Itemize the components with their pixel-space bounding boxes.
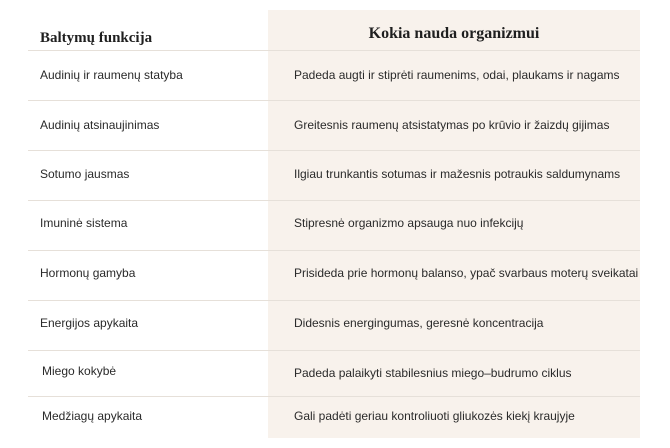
table-row: [0, 350, 640, 400]
table-row: [0, 396, 640, 446]
table-header: [0, 10, 640, 50]
function-cell: Energijos apykaita: [40, 316, 139, 330]
table-row: [0, 200, 640, 250]
benefit-cell: Padeda palaikyti stabilesnius miego–budrumo ciklus: [294, 366, 572, 380]
function-cell: Audinių ir raumenų statyba: [40, 68, 183, 82]
benefit-cell: Didesnis energingumas, geresnė koncentracija: [294, 316, 544, 330]
function-cell: Audinių atsinaujinimas: [40, 118, 160, 132]
function-cell: Hormonų gamyba: [40, 266, 136, 280]
header-benefit: Kokia nauda organizmui: [368, 25, 540, 42]
benefit-cell: Gali padėti geriau kontroliuoti gliukozės kiekį kraujyje: [294, 409, 575, 423]
header-function: Baltymų funkcija: [40, 30, 153, 46]
table-row: [0, 300, 640, 350]
benefit-cell: Greitesnis raumenų atsistatymas po krūvio ir žaizdų gijimas: [294, 118, 610, 132]
function-cell: Miego kokybė: [42, 364, 117, 378]
table-row: [0, 100, 640, 150]
function-cell: Sotumo jausmas: [40, 167, 130, 181]
table-row: [0, 250, 640, 300]
benefit-cell: Prisideda prie hormonų balanso, ypač svarbaus moterų sveikatai: [294, 266, 639, 280]
benefit-cell: Ilgiau trunkantis sotumas ir mažesnis potraukis saldumynams: [294, 167, 621, 181]
function-cell: Medžiagų apykaita: [42, 409, 143, 423]
benefit-cell: Stipresnė organizmo apsauga nuo infekcijų: [294, 216, 524, 230]
function-cell: Imuninė sistema: [40, 216, 128, 230]
benefit-cell: Padeda augti ir stiprėti raumenims, odai, plaukams ir nagams: [294, 68, 620, 82]
table-row: [0, 50, 640, 100]
table-row: [0, 150, 640, 200]
